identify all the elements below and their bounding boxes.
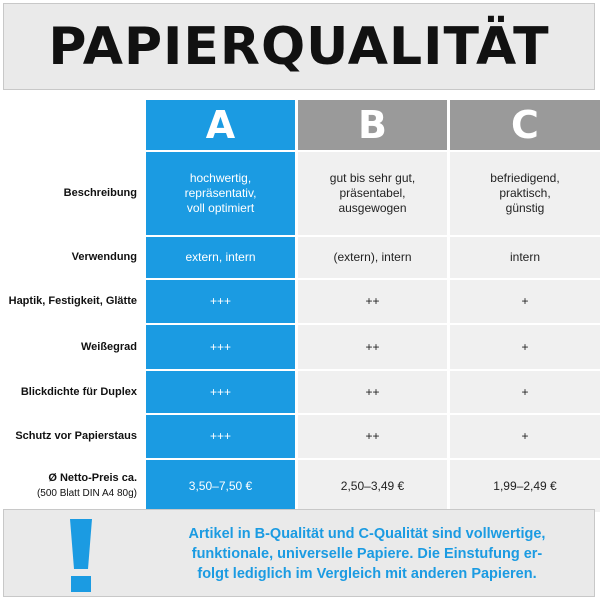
cell-papierstau-b: ++	[298, 415, 447, 458]
cell-haptik-c: +	[450, 280, 600, 323]
row-label-preis	[0, 460, 143, 512]
row-label-verwendung: Verwendung	[71, 251, 137, 263]
cell-papierstau-a: +++	[146, 415, 295, 458]
column-header-b: B	[298, 100, 447, 150]
cell-verwendung-a: extern, intern	[146, 237, 295, 278]
row-label-preis-main: Ø Netto-Preis ca.	[48, 472, 137, 484]
note-text	[142, 524, 592, 584]
quality-table	[0, 100, 600, 500]
note-line-3: folgt lediglich im Vergleich mit anderen Papieren.	[197, 566, 537, 582]
note-line-2: funktionale, universelle Papiere. Die Einstufung er-	[191, 546, 543, 562]
cell-weissegrad-c: +	[450, 325, 600, 369]
cell-verwendung-c: intern	[450, 237, 600, 278]
title-banner	[3, 3, 595, 90]
cell-papierstau-c: +	[450, 415, 600, 458]
cell-beschreibung-b: gut bis sehr gut, präsentabel, ausgewogen	[298, 152, 447, 235]
row-label-papierstau: Schutz vor Papierstaus	[15, 430, 137, 442]
row-label-haptik: Haptik, Festigkeit, Glätte	[8, 295, 137, 307]
cell-beschreibung-a: hochwertig, repräsentativ, voll optimiert	[146, 152, 295, 235]
column-header-a: A	[146, 100, 295, 150]
cell-weissegrad-a: +++	[146, 325, 295, 369]
cell-haptik-b: ++	[298, 280, 447, 323]
cell-blickdichte-c: +	[450, 371, 600, 413]
cell-preis-a: 3,50–7,50 €	[146, 460, 295, 512]
page-title: PAPIERQUALITÄT	[48, 16, 550, 77]
row-label-preis-sub: (500 Blatt DIN A4 80g)	[36, 488, 137, 499]
cell-haptik-a: +++	[146, 280, 295, 323]
cell-blickdichte-b: ++	[298, 371, 447, 413]
cell-blickdichte-a: +++	[146, 371, 295, 413]
row-label-beschreibung: Beschreibung	[63, 187, 137, 199]
row-label-weissegrad: Weißegrad	[80, 340, 137, 353]
table-corner	[0, 100, 143, 150]
info-note	[3, 509, 595, 597]
column-header-c: C	[450, 100, 600, 150]
cell-preis-c: 1,99–2,49 €	[450, 460, 600, 512]
cell-verwendung-b: (extern), intern	[298, 237, 447, 278]
exclamation-icon	[66, 519, 96, 593]
cell-preis-b: 2,50–3,49 €	[298, 460, 447, 512]
cell-beschreibung-c: befriedigend, praktisch, günstig	[450, 152, 600, 235]
row-label-blickdichte: Blickdichte für Duplex	[20, 385, 137, 398]
cell-weissegrad-b: ++	[298, 325, 447, 369]
note-line-1: Artikel in B-Qualität und C-Qualität sind vollwertige,	[188, 526, 546, 542]
